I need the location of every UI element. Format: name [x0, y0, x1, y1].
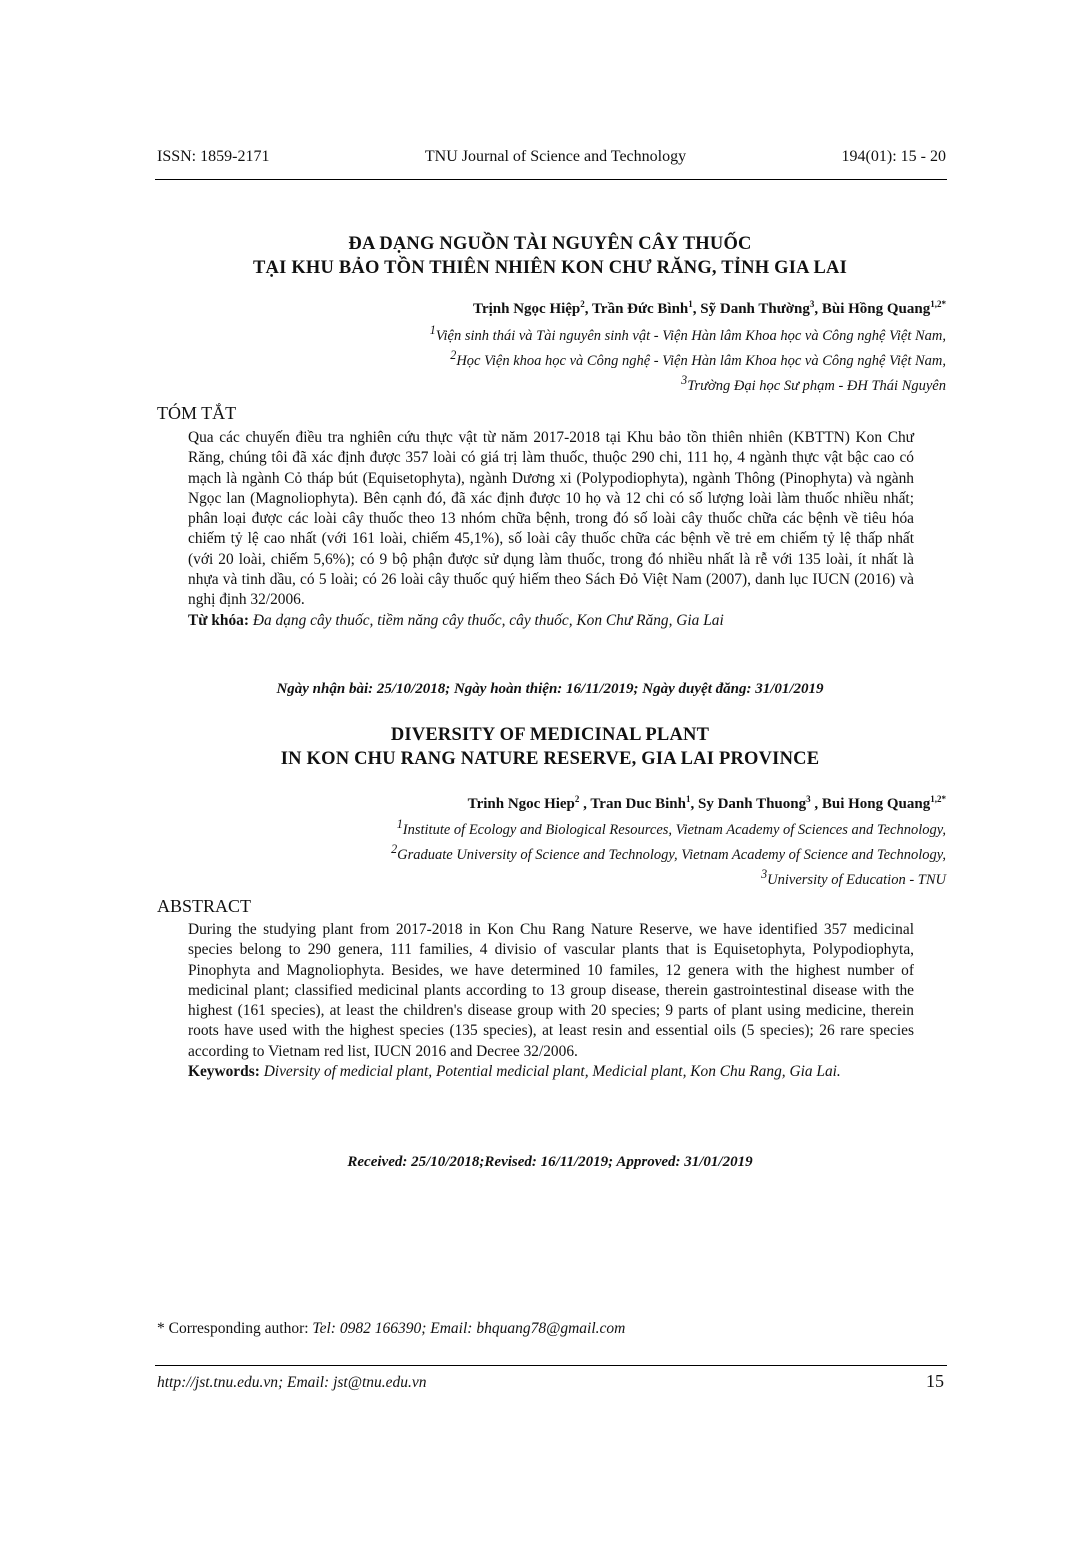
en-title-line-1: DIVERSITY OF MEDICINAL PLANT [390, 725, 710, 745]
vi-title [155, 232, 945, 280]
affiliation-mark: 2 [391, 841, 398, 856]
author-name: Trinh Ngoc Hiep [467, 796, 575, 812]
affiliation-mark: 3 [761, 866, 768, 881]
en-keywords [188, 1062, 914, 1082]
affiliation-mark: 1 [396, 817, 403, 831]
vi-affiliations [430, 321, 946, 395]
vi-keywords-label: Từ khóa: [188, 611, 249, 629]
corresponding-contact: Tel: 0982 166390; Email: bhquang78@gmail.com [312, 1320, 626, 1337]
vi-abstract-text: Qua các chuyến điều tra nghiên cứu thực vật từ năm 2017-2018 tại Khu bảo tồn thiên nhiên (KBTTN) Kon Chư Răng, chúng tôi đã xác định được 357 loài có giá trị làm thuốc, thuộc 290 chi, 111 họ, 4 ngành thực vật bậc cao có mạch là ngành Cỏ tháp bút (Equisetophyta), ngành Dương xi (Polypodiophyta), ngành Thông (Pinophyta) và ngành Ngọc lan (Magnoliophyta). Bên cạnh đó, đã xác định được 10 họ và 12 chi có số lượng loài làm thuốc nhiều nhất; phân loại được các loài cây thuốc theo 13 nhóm chữa bệnh, trong đó số loài cây thuốc chữa các bệnh về tiêu hóa chiếm tỷ lệ cao nhất (với 161 loài, chiếm 45,1%), số loài cây thuốc chữa các bệnh về trẻ em chiếm tỷ lệ thấp nhất (với 20 loài, chiếm 5,6%); có 9 bộ phận được sử dụng làm thuốc, trong đó nhiều nhất là rễ với 135 loài, ít nhất là nhựa và tinh dầu, có 5 loài; có 26 loài cây thuốc quý hiếm theo Sách Đỏ Việt Nam (2007), danh lục IUCN (2016) và nghị định 32/2006. [188, 429, 914, 609]
corresponding-author [157, 1320, 625, 1338]
vi-dates: Ngày nhận bài: 25/10/2018; Ngày hoàn thiện: 16/11/2019; Ngày duyệt đăng: 31/01/2019 [276, 681, 824, 697]
footer-divider [155, 1365, 947, 1366]
affiliation-text: Graduate University of Science and Technology, Vietnam Academy of Science and Technology, [397, 846, 946, 863]
en-title-line-2: IN KON CHU RANG NATURE RESERVE, GIA LAI PROVINCE [280, 749, 820, 769]
affiliation-mark: 3 [681, 372, 688, 387]
affiliation-text: University of Education - TNU [767, 871, 946, 888]
author-separator: , [810, 796, 822, 812]
affiliation-text: Trường Đại học Sư phạm - ĐH Thái Nguyên [687, 377, 946, 394]
author-name: Sỹ Danh Thường [700, 301, 810, 317]
author-name: Bui Hong Quang [821, 796, 931, 812]
affiliation-line [430, 321, 946, 346]
vi-keywords-text: Đa dạng cây thuốc, tiềm năng cây thuốc, cây thuốc, Kon Chư Răng, Gia Lai [252, 611, 724, 629]
vi-title-line-1: ĐA DẠNG NGUỒN TÀI NGUYÊN CÂY THUỐC [348, 234, 752, 254]
author-name: Bùi Hồng Quang [821, 301, 931, 317]
vi-abstract [188, 428, 914, 631]
author-affil-mark: 3 [809, 299, 815, 309]
author-name: Tran Duc Binh [590, 796, 686, 812]
en-dates: Received: 25/10/2018;Revised: 16/11/2019; Approved: 31/01/2019 [347, 1154, 753, 1170]
header-divider [155, 179, 947, 180]
issn: ISSN: 1859-2171 [157, 148, 270, 165]
affiliation-line [391, 865, 946, 890]
affiliation-line [391, 840, 946, 865]
affiliation-mark: 2 [450, 347, 457, 362]
vi-authors [473, 299, 946, 318]
author-affil-mark: 1 [688, 299, 693, 309]
author-name: Trịnh Ngọc Hiệp [473, 301, 581, 317]
author-separator: , [814, 301, 822, 317]
affiliation-text: Institute of Ecology and Biological Resources, Vietnam Academy of Sciences and Technology, [402, 821, 946, 838]
en-title [155, 723, 945, 771]
en-authors [468, 794, 946, 813]
author-separator: , [584, 301, 593, 317]
author-affil-mark: 2 [574, 794, 580, 804]
affiliation-text: Học Viện khoa học và Công nghệ - Viện Hàn lâm Khoa học và Công nghệ Việt Nam, [456, 352, 946, 369]
affiliation-line [430, 371, 946, 396]
affiliation-line [430, 346, 946, 371]
affiliation-text: Viện sinh thái và Tài nguyên sinh vật - Viện Hàn lâm Khoa học và Công nghệ Việt Nam, [435, 327, 946, 344]
author-affil-mark: 1,2* [930, 299, 946, 309]
en-abstract [188, 920, 914, 1082]
author-name: Sy Danh Thuong [697, 796, 807, 812]
volume-pages: 194(01): 15 - 20 [841, 148, 946, 165]
en-abstract-heading: ABSTRACT [157, 896, 252, 916]
page-number: 15 [926, 1371, 944, 1391]
author-separator: , [692, 301, 701, 317]
vi-keywords [188, 611, 914, 631]
running-header [157, 148, 946, 166]
author-affil-mark: 1 [685, 794, 691, 804]
author-separator: , [690, 796, 698, 812]
affiliation-mark: 1 [429, 323, 436, 337]
author-separator: , [579, 796, 591, 812]
author-name: Trần Đức Bình [592, 301, 689, 317]
journal-name: TNU Journal of Science and Technology [424, 148, 687, 165]
vi-title-line-2: TẠI KHU BẢO TỒN THIÊN NHIÊN KON CHƯ RĂNG, TỈNH GIA LAI [253, 258, 847, 278]
en-abstract-text: During the studying plant from 2017-2018 in Kon Chu Rang Nature Reserve, we have identified 357 medicinal species belong to 290 genera, 111 families, 4 divisio of vascular plants that is Equisetophyta, Polypodiophyta, Pinophyta and Magnoliophyta. Besides, we have determined 10 familes, 12 genera with the highest number of medicinal plant; classified medicinal plants according to 13 group disease, therein gastrointestinal disease with the highest (161 species), at least the children's disease group with 20 species; 9 parts of plant using medicine, therein roots have used with the highest species (135 species), at least resin and essential oils (5 species); 26 rare species according to Vietnam red list, IUCN 2016 and Decree 32/2006. [188, 921, 914, 1060]
en-affiliations [391, 815, 946, 889]
en-keywords-label: Keywords: [188, 1063, 260, 1081]
vi-abstract-heading: TÓM TẮT [157, 403, 237, 423]
en-keywords-text: Diversity of medicial plant, Potential medicial plant, Medicial plant, Kon Chu Rang, Gia Lai. [263, 1063, 841, 1081]
corresponding-label: * Corresponding author: [157, 1320, 313, 1337]
author-affil-mark: 3 [806, 794, 811, 804]
author-affil-mark: 2 [580, 299, 585, 309]
affiliation-line [391, 815, 946, 840]
footer-links: http://jst.tnu.edu.vn; Email: jst@tnu.edu.vn [157, 1374, 427, 1391]
author-affil-mark: 1,2* [930, 794, 946, 804]
